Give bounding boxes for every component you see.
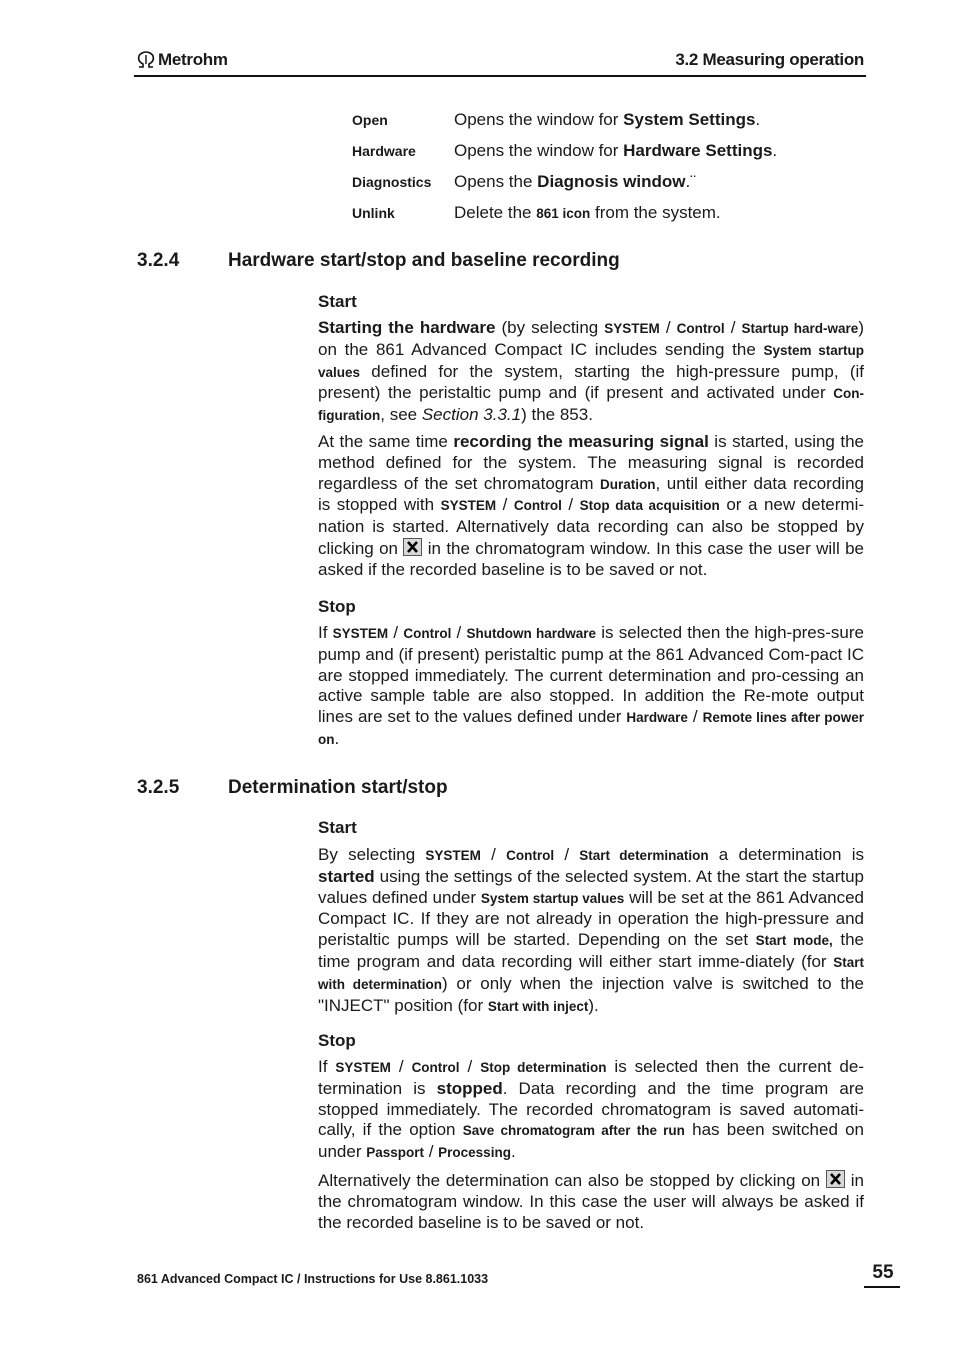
- metrohm-omega-icon: [136, 51, 156, 69]
- brand-name: Metrohm: [158, 50, 228, 69]
- paragraph-stop-hardware: If SYSTEM / Control / Shutdown hardware is selected then the high-pres-sure pump and (if present) peristaltic pump at the 861 Advanced Com-pact IC are stopped immediately. The current determination and pro-cessing an active sample table are also stopped. In addition the Re-mote output lines are set to the values defined under Hardware / Remote lines after power on.: [318, 623, 865, 748]
- header-section-title: 3.2 Measuring operation: [675, 50, 864, 69]
- paragraph-stop-determination: If SYSTEM / Control / Stop determination is selected then the current de-termination is stopped. Data recording and the time program are stopped immediately. The recorded chromatogram is saved automati-cally, if the option Save chromatogram after the run has been switched on under Passport / Processing.: [318, 1057, 865, 1162]
- section-heading-3-2-4: 3.2.4 Hardware start/stop and baseline recording: [137, 250, 620, 271]
- section-heading-3-2-5: 3.2.5 Determination start/stop: [137, 777, 448, 798]
- footer-document-title: 861 Advanced Compact IC / Instructions for Use 8.861.1033: [137, 1272, 489, 1286]
- table-row: [352, 170, 872, 201]
- menu-description-table: [352, 108, 872, 232]
- page-number: 55: [872, 1262, 894, 1283]
- subheading-stop: Stop: [318, 597, 356, 616]
- table-row: [352, 108, 872, 139]
- table-row: [352, 201, 872, 232]
- subheading-start: Start: [318, 818, 357, 837]
- menu-description: Opens the window for System Settings.: [454, 110, 761, 129]
- paragraph-start-hardware: Starting the hardware (by selecting SYSTEM / Control / Startup hard-ware) on the 861 Advanced Compact IC includes sending the System startup values defined for the system, starting the high-pressure pump, (if present) the peristaltic pump and (if present and activated under Con-figuration, see Section 3.3.1) the 853.: [318, 318, 864, 425]
- menu-key: Open: [352, 112, 388, 128]
- header-rule: [134, 75, 866, 77]
- menu-description: Opens the Diagnosis window.¨: [454, 172, 696, 191]
- menu-description: Opens the window for Hardware Settings.: [454, 141, 778, 160]
- brand-logo: [136, 50, 228, 70]
- paragraph-recording: At the same time recording the measuring signal is started, using the method defined for the system. The measuring signal is recorded regardless of the set chromatogram Duration, until either data recording is stopped with SYSTEM / Control / Stop data acquisition or a new determi-nation is started. Alternatively data recording can also be stopped by clicking on in the chromatogram window. In this case the user will be asked if the recorded baseline is to be saved or not.: [318, 432, 865, 579]
- menu-key: Hardware: [352, 143, 416, 159]
- subheading-start: Start: [318, 292, 357, 311]
- subheading-stop: Stop: [318, 1031, 356, 1050]
- paragraph-alternative-stop: Alternatively the determination can also be stopped by clicking on in the chromatogram window. In this case the user will always be asked if the recorded baseline is to be saved or not.: [318, 1171, 864, 1232]
- table-row: [352, 139, 872, 170]
- close-x-icon[interactable]: [826, 1170, 845, 1188]
- paragraph-start-determination: By selecting SYSTEM / Control / Start determination a determination is started using the settings of the selected system. At the start the startup values defined under System startup values will be set at the 861 Advanced Compact IC. If they are not already in operation the high-pressure and peristaltic pumps will be started. Depending on the set Start mode, the time program and data recording will either start imme-diately (for Start with determination) or only when the injection valve is switched to the "INJECT" position (for Start with inject).: [318, 845, 865, 1015]
- menu-description: Delete the 861 icon from the system.: [454, 203, 721, 222]
- footer-rule: [864, 1286, 900, 1288]
- menu-key: Diagnostics: [352, 174, 432, 190]
- menu-key: Unlink: [352, 205, 395, 221]
- close-x-icon[interactable]: [403, 538, 422, 556]
